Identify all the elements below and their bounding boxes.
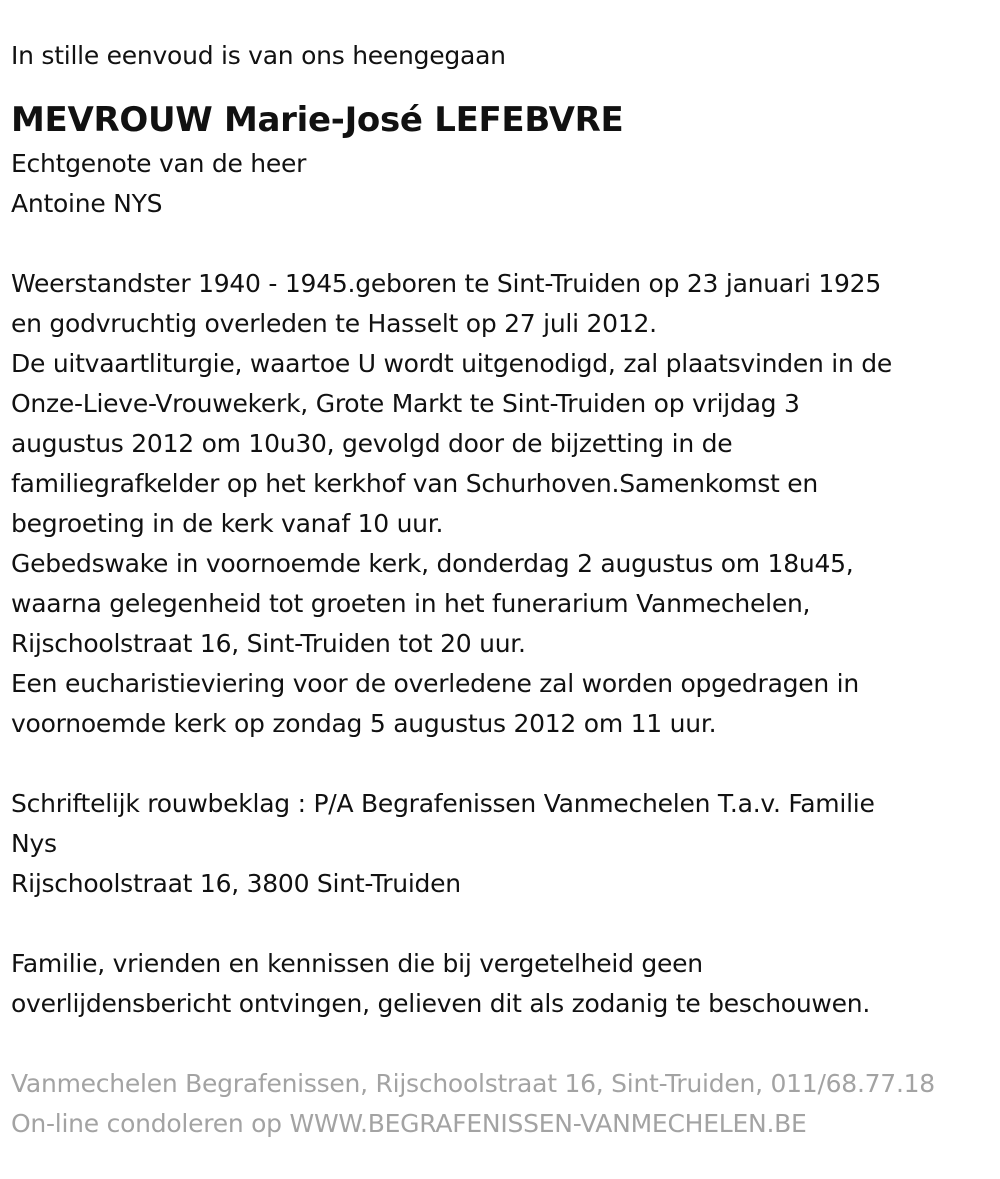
detail-line: Weerstandster 1940 - 1945.geboren te Sint-Truiden op 23 januari 1925 <box>11 269 881 298</box>
spacer <box>11 744 996 784</box>
spacer <box>11 224 996 264</box>
spouse-block <box>11 144 996 224</box>
condolence-line: Schriftelijk rouwbeklag : P/A Begrafenissen Vanmechelen T.a.v. Familie <box>11 789 875 818</box>
detail-line: waarna gelegenheid tot groeten in het funerarium Vanmechelen, <box>11 589 811 618</box>
intro-text: In stille eenvoud is van ons heengegaan <box>11 41 506 70</box>
closing-line: overlijdensbericht ontvingen, gelieven dit als zodanig te beschouwen. <box>11 989 871 1018</box>
condolence-address <box>11 784 996 904</box>
detail-line: De uitvaartliturgie, waartoe U wordt uitgenodigd, zal plaatsvinden in de <box>11 349 893 378</box>
detail-line: begroeting in de kerk vanaf 10 uur. <box>11 509 444 538</box>
death-notice <box>11 36 996 1144</box>
spacer <box>11 904 996 944</box>
detail-line: en godvruchtig overleden te Hasselt op 27 juli 2012. <box>11 309 657 338</box>
closing-line: Familie, vrienden en kennissen die bij vergetelheid geen <box>11 949 703 978</box>
detail-line: augustus 2012 om 10u30, gevolgd door de bijzetting in de <box>11 429 733 458</box>
deceased-name: MEVROUW Marie-José LEFEBVRE <box>11 100 624 140</box>
detail-line: Onze-Lieve-Vrouwekerk, Grote Markt te Sint-Truiden op vrijdag 3 <box>11 389 800 418</box>
footer-contact: Vanmechelen Begrafenissen, Rijschoolstraat 16, Sint-Truiden, 011/68.77.18 <box>11 1069 935 1098</box>
detail-line: Rijschoolstraat 16, Sint-Truiden tot 20 uur. <box>11 629 526 658</box>
spacer <box>11 1024 996 1064</box>
condolence-line: Nys <box>11 829 57 858</box>
detail-line: Een eucharistieviering voor de overledene zal worden opgedragen in <box>11 669 859 698</box>
funeral-details <box>11 264 996 744</box>
spouse-name: Antoine NYS <box>11 189 163 218</box>
funeral-home-footer <box>11 1064 996 1144</box>
detail-line: Gebedswake in voornoemde kerk, donderdag 2 augustus om 18u45, <box>11 549 854 578</box>
detail-line: voornoemde kerk op zondag 5 augustus 2012 om 11 uur. <box>11 709 717 738</box>
footer-website: On-line condoleren op WWW.BEGRAFENISSEN-VANMECHELEN.BE <box>11 1109 807 1138</box>
closing-note <box>11 944 996 1024</box>
detail-line: familiegrafkelder op het kerkhof van Schurhoven.Samenkomst en <box>11 469 818 498</box>
condolence-line: Rijschoolstraat 16, 3800 Sint-Truiden <box>11 869 461 898</box>
spouse-line: Echtgenote van de heer <box>11 149 307 178</box>
